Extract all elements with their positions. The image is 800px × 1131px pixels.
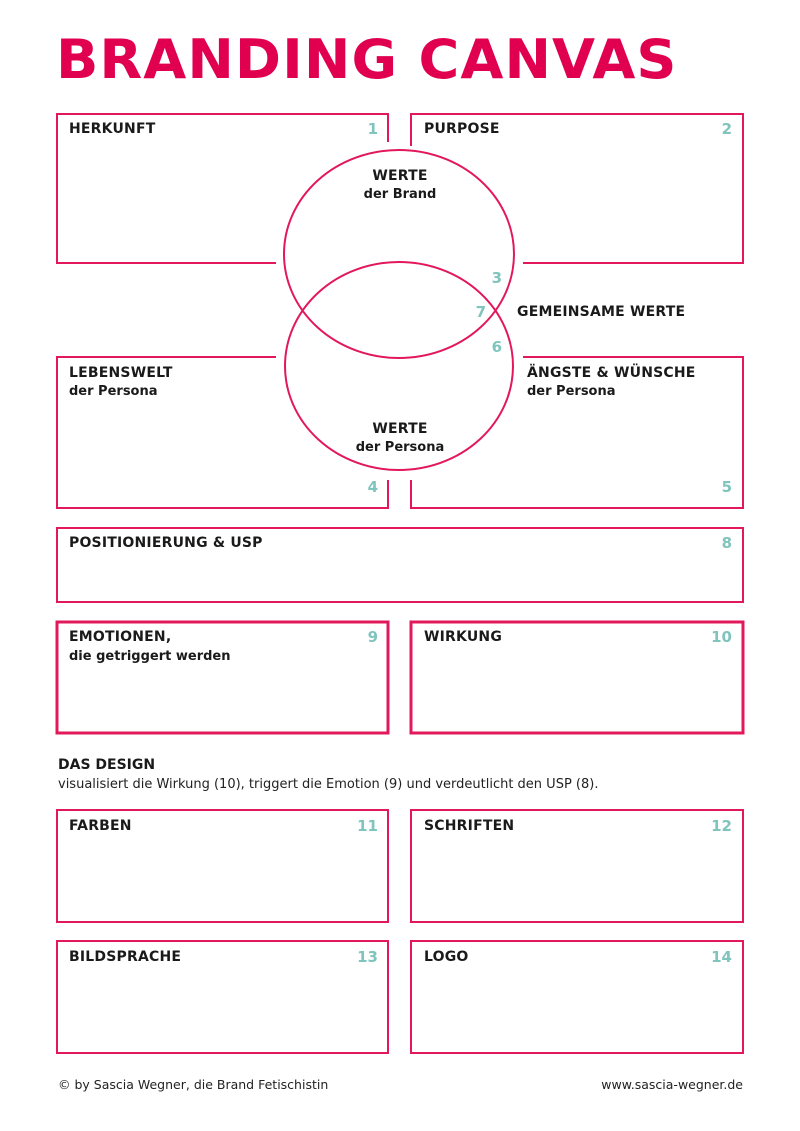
- positionierung-label: POSITIONIERUNG & USP: [69, 535, 263, 551]
- schriften-number: 12: [711, 817, 732, 835]
- design-description: visualisiert die Wirkung (10), triggert die Emotion (9) und verdeutlicht den USP (8).: [58, 777, 599, 792]
- aengste-label: ÄNGSTE & WÜNSCHE: [527, 365, 696, 381]
- gemeinsame-label: GEMEINSAME WERTE: [517, 304, 686, 320]
- bildsprache-label: BILDSPRACHE: [69, 949, 182, 965]
- logo-label: LOGO: [424, 949, 469, 965]
- werte-persona-number: 6: [491, 338, 502, 356]
- design-heading: DAS DESIGN: [58, 757, 156, 773]
- farben-number: 11: [357, 817, 378, 835]
- lebenswelt-number: 4: [367, 478, 378, 496]
- lebenswelt-sub: der Persona: [69, 384, 158, 399]
- herkunft-label: HERKUNFT: [69, 121, 156, 137]
- page-title: BRANDING CANVAS: [56, 28, 678, 91]
- herkunft-number: 1: [367, 120, 378, 138]
- wirkung-label: WIRKUNG: [424, 629, 503, 645]
- werte-persona-sub: der Persona: [355, 440, 445, 455]
- emotionen-sub: die getriggert werden: [69, 649, 231, 664]
- werte-persona-label: WERTE: [372, 421, 428, 437]
- werte-brand-number: 3: [491, 269, 502, 287]
- werte-brand-label: WERTE: [372, 168, 428, 184]
- purpose-label: PURPOSE: [424, 121, 500, 137]
- bildsprache-number: 13: [357, 948, 378, 966]
- aengste-number: 5: [721, 478, 732, 496]
- gemeinsame-number: 7: [475, 303, 486, 321]
- logo-number: 14: [711, 948, 732, 966]
- aengste-sub: der Persona: [527, 384, 616, 399]
- farben-label: FARBEN: [69, 818, 132, 834]
- schriften-label: SCHRIFTEN: [424, 818, 515, 834]
- positionierung-number: 8: [721, 534, 732, 552]
- lebenswelt-label: LEBENSWELT: [69, 365, 173, 381]
- purpose-number: 2: [721, 120, 732, 138]
- footer-website[interactable]: www.sascia-wegner.de: [601, 1077, 743, 1092]
- footer-copyright: © by Sascia Wegner, die Brand Fetischistin: [58, 1077, 329, 1092]
- emotionen-label: EMOTIONEN,: [69, 629, 172, 645]
- emotionen-number: 9: [367, 628, 378, 646]
- wirkung-number: 10: [711, 628, 732, 646]
- werte-brand-sub: der Brand: [363, 187, 437, 202]
